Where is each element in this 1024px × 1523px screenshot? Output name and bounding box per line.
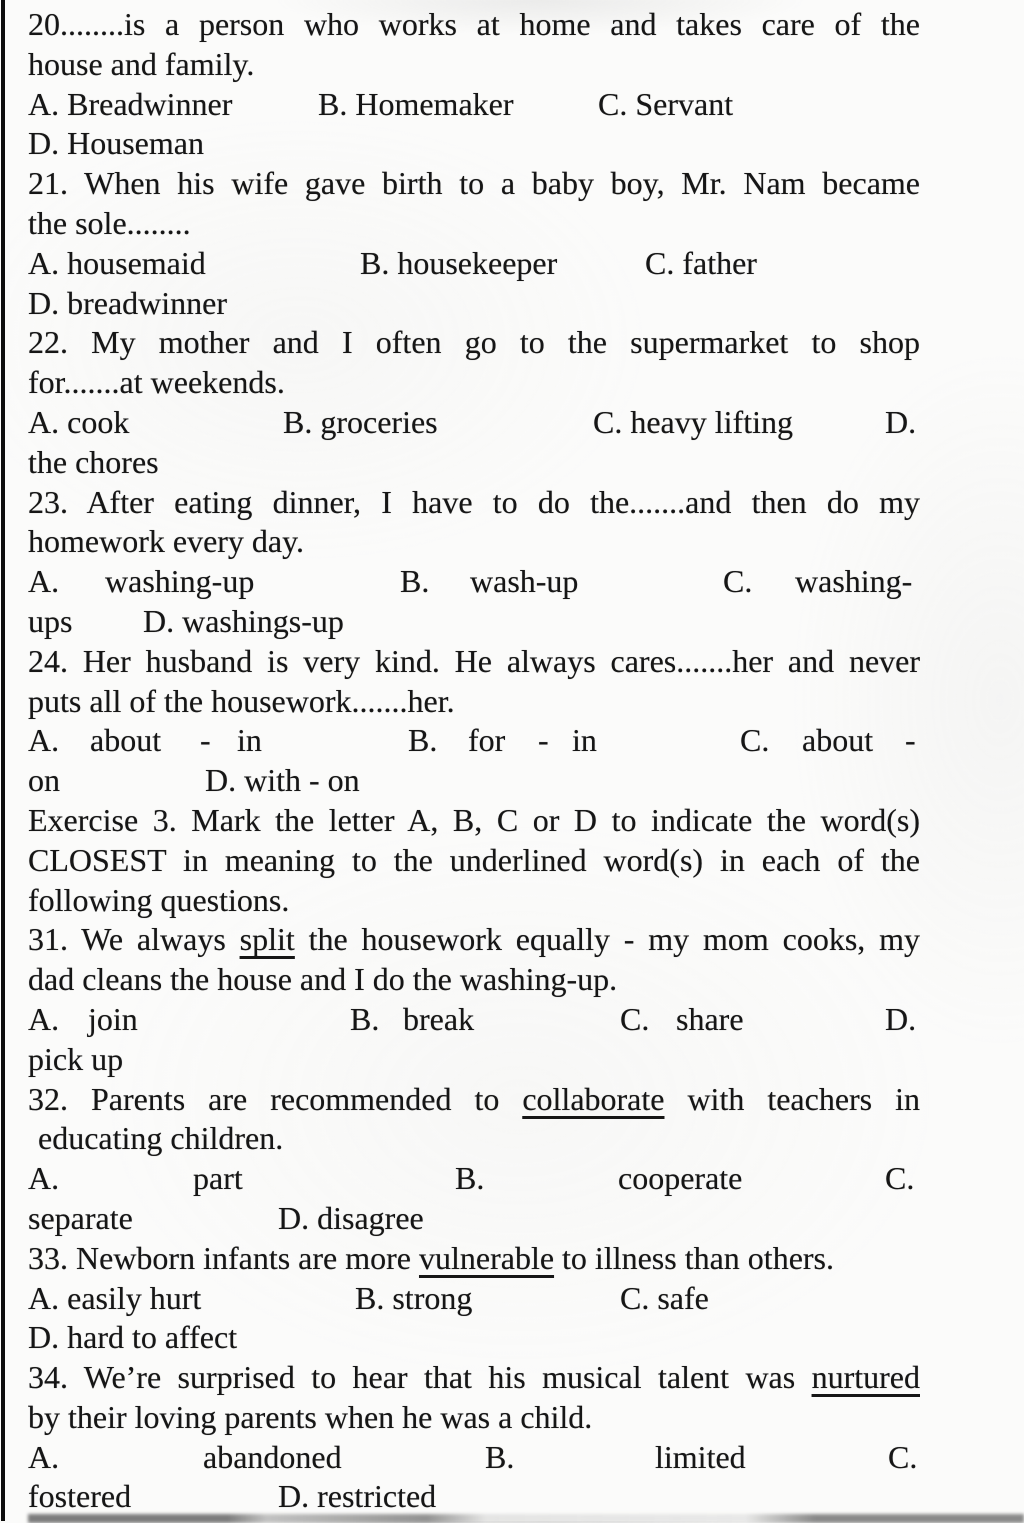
exercise-3-heading-line-2: CLOSEST in meaning to the underlined word(s) in each of the [28,841,920,878]
option-c-text-continued: separate [28,1199,133,1236]
option-d: D. disagree [278,1199,424,1236]
option-b: B. groceries [283,403,438,440]
option-a-text: washing-up [105,563,255,600]
option-d: D. restricted [278,1478,437,1515]
option-c-text: about [802,722,874,759]
option-a: A. [28,1000,60,1037]
option-a-text-2: in [237,722,262,759]
question-24-stem-line-2: puts all of the housework.......her. [28,682,455,719]
question-24-options [28,721,920,761]
option-a: A. [28,722,60,759]
option-b-text: wash-up [470,563,579,600]
option-d: D. [885,1000,917,1037]
option-b-text: limited [655,1438,746,1475]
question-33-option-d: D. hard to affect [28,1319,238,1356]
question-31-stem-line-2: dad cleans the house and I do the washing-up. [28,961,618,998]
question-21-stem-line-1: 21. When his wife gave birth to a baby boy, Mr. Nam became [28,165,920,202]
question-20-option-d: D. Houseman [28,125,204,162]
photo-left-edge-bar [1,0,5,1521]
question-32-options [28,1159,920,1199]
question-24-stem-line-1: 24. Her husband is very kind. He always cares.......her and never [28,642,920,679]
question-23-stem-line-1: 23. After eating dinner, I have to do the.......and then do my [28,483,920,520]
option-c: C. heavy lifting [593,403,793,440]
option-a: A. [28,563,60,600]
underlined-word-nurtured: nurtured [811,1359,920,1396]
option-b: B. [400,563,430,600]
question-24-options-line-2 [28,761,920,801]
cut-off-text-line [28,1514,1024,1523]
option-c: C. [885,1160,915,1197]
question-33-options [28,1279,920,1319]
option-b-text: for [468,722,506,759]
option-a-text: part [193,1160,243,1197]
underlined-word-collaborate: collaborate [522,1080,665,1117]
question-20-stem-line-2: house and family. [28,45,255,82]
option-c: C. safe [620,1279,709,1316]
question-21-option-d: D. breadwinner [28,284,228,321]
question-20-options [28,85,920,125]
question-31-option-d-text: pick up [28,1040,124,1077]
question-33-stem: 33. Newborn infants are more vulnerable to illness than others. [28,1239,834,1276]
underlined-word-split: split [239,921,295,958]
option-d: D. washings-up [143,602,344,639]
question-22-options [28,403,920,443]
option-b-dash: - [538,722,549,759]
question-32-options-line-2 [28,1199,920,1239]
option-c: C. [620,1000,650,1037]
option-b-text: cooperate [618,1160,743,1197]
question-31-stem-line-1: 31. We always split the housework equally - my mom cooks, my [28,921,920,958]
option-d: D. [885,403,917,440]
option-a: A. [28,1438,60,1475]
question-34-stem-line-2: by their loving parents when he was a child. [28,1398,593,1435]
option-b: B. Homemaker [318,85,514,122]
option-c-text: washing- [795,563,913,600]
option-c-text-continued: fostered [28,1478,132,1515]
option-c-text-continued: on [28,762,60,799]
option-b: B. [455,1160,485,1197]
option-a-text: join [88,1000,138,1037]
option-a: A. housemaid [28,244,206,281]
question-32-stem-line-1: 32. Parents are recommended to collaborate with teachers in [28,1080,920,1117]
question-23-stem-line-2: homework every day. [28,523,305,560]
option-c: C. Servant [598,85,734,122]
option-b: B. strong [355,1279,473,1316]
question-34-options-line-2 [28,1477,920,1517]
option-b: B. housekeeper [360,244,558,281]
question-31-options [28,1000,920,1040]
option-b: B. [408,722,438,759]
question-23-options-line-2 [28,602,920,642]
option-c: C. [740,722,770,759]
question-34-stem-line-1: 34. We’re surprised to hear that his musical talent was nurtured [28,1359,920,1396]
question-34-options [28,1438,920,1478]
question-22-stem-line-1: 22. My mother and I often go to the supermarket to shop [28,324,920,361]
exercise-3-heading-line-3: following questions. [28,881,290,918]
question-20-stem-line-1: 20........is a person who works at home and takes care of the [28,6,920,42]
option-c: C. father [645,244,757,281]
underlined-word-vulnerable: vulnerable [418,1239,555,1276]
option-c-text-continued: ups [28,602,73,639]
option-a: A. cook [28,403,130,440]
question-32-stem-line-2: educating children. [38,1120,284,1157]
option-b: B. [350,1000,380,1037]
option-a-dash: - [200,722,211,759]
option-a: A. [28,1160,60,1197]
question-21-stem-line-2: the sole........ [28,204,191,241]
option-b: B. [485,1438,515,1475]
option-a: A. Breadwinner [28,85,233,122]
option-a: A. easily hurt [28,1279,202,1316]
exercise-3-heading-line-1: Exercise 3. Mark the letter A, B, C or D to indicate the word(s) [28,801,920,838]
option-c-text: share [676,1000,744,1037]
question-21-options [28,244,920,284]
option-c-dash: - [905,722,916,759]
question-22-option-d-text: the chores [28,443,159,480]
option-d: D. with - on [205,762,360,799]
option-b-text: break [403,1000,475,1037]
option-a-text: about [90,722,162,759]
question-23-options [28,562,920,602]
test-text-block [28,5,920,1517]
question-22-stem-line-2: for.......at weekends. [28,364,285,401]
option-b-text-2: in [572,722,597,759]
option-a-text: abandoned [203,1438,342,1475]
option-c: C. [723,563,753,600]
option-c: C. [888,1438,918,1475]
